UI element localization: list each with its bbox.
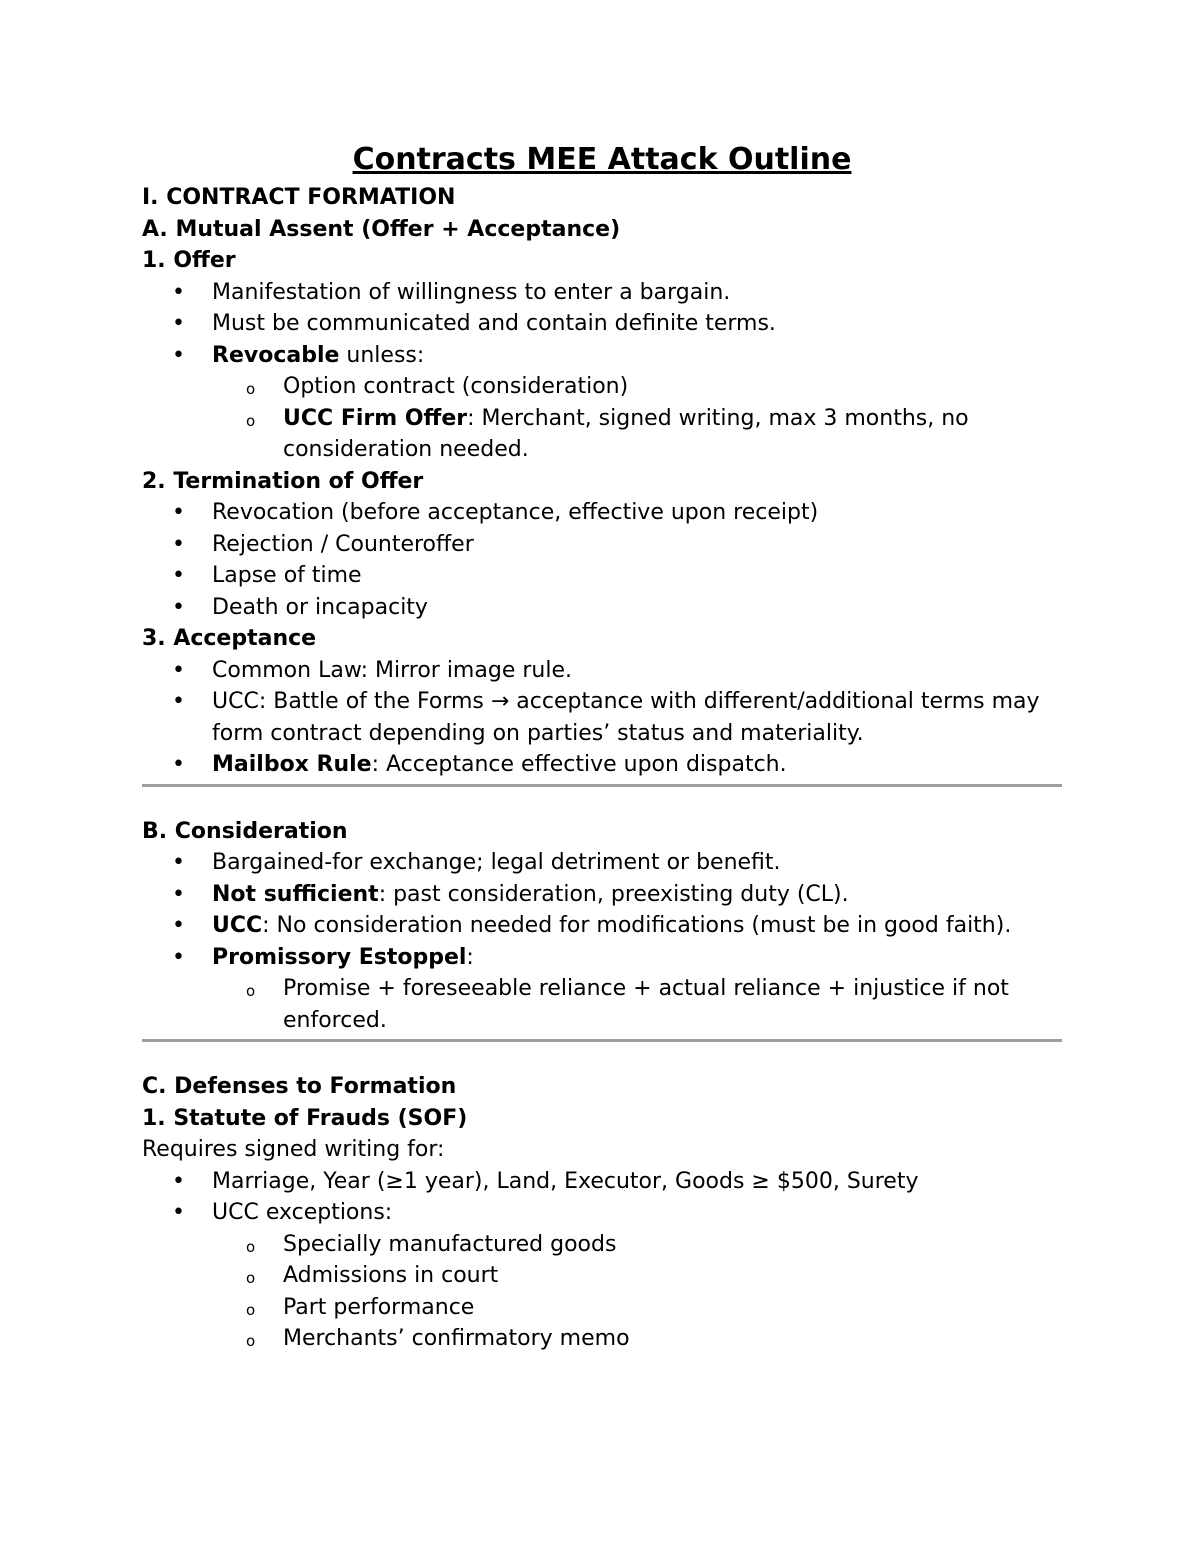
list-item: • UCC: Battle of the Forms → acceptance with different/additional terms may form contract depending on parties’ status and materiality.: [142, 686, 1062, 749]
sub-list-item: o Option contract (consideration): [142, 371, 1062, 403]
sub-list-item: o Specially manufactured goods: [142, 1229, 1062, 1261]
list-item: • Bargained-for exchange; legal detriment or benefit.: [142, 847, 1062, 879]
section-divider: [142, 1039, 1062, 1042]
consideration-list: [142, 847, 1062, 1036]
topic-heading-termination: 2. Termination of Offer: [142, 468, 424, 494]
list-item: • UCC exceptions:: [142, 1197, 1062, 1229]
sof-intro-text: Requires signed writing for:: [142, 1137, 445, 1162]
bold-term: Not sufficient: [212, 881, 379, 907]
item-text: : past consideration, preexisting duty (CL).: [378, 881, 849, 907]
section-heading-contract-formation: I. CONTRACT FORMATION: [142, 185, 456, 210]
topic-heading-statute-of-frauds: 1. Statute of Frauds (SOF): [142, 1105, 468, 1131]
sub-list-item: o Part performance: [142, 1292, 1062, 1324]
list-item: [142, 749, 1062, 781]
list-item: • Manifestation of willingness to enter a bargain.: [142, 277, 1062, 309]
list-item: [142, 910, 1062, 942]
sub-list-item: o Admissions in court: [142, 1260, 1062, 1292]
bold-term: Mailbox Rule: [212, 752, 372, 777]
list-item: • Death or incapacity: [142, 592, 1062, 624]
bold-term: Promissory Estoppel: [212, 944, 467, 970]
document-page: [142, 140, 1062, 1355]
sub-list-item: o Merchants’ confirmatory memo: [142, 1323, 1062, 1355]
sub-list-item: o Promise + foreseeable reliance + actual reliance + injustice if not enforced.: [142, 973, 1062, 1036]
bold-term: UCC: [212, 913, 263, 938]
list-item: [142, 879, 1062, 911]
subsection-heading-consideration: B. Consideration: [142, 818, 348, 844]
list-item: • Marriage, Year (≥1 year), Land, Executor, Goods ≥ $500, Surety: [142, 1166, 1062, 1198]
item-text: : Merchant, signed writing, max 3 months, no consideration needed.: [283, 405, 969, 462]
list-item: • Common Law: Mirror image rule.: [142, 655, 1062, 687]
item-text: :: [466, 944, 474, 970]
acceptance-list: [142, 655, 1062, 781]
topic-heading-offer: 1. Offer: [142, 248, 236, 273]
termination-list: [142, 497, 1062, 623]
list-item: [142, 340, 1062, 372]
list-item: • Lapse of time: [142, 560, 1062, 592]
list-item: • Must be communicated and contain definite terms.: [142, 308, 1062, 340]
list-item: • Rejection / Counteroffer: [142, 529, 1062, 561]
section-divider: [142, 784, 1062, 787]
subsection-heading-mutual-assent: A. Mutual Assent (Offer + Acceptance): [142, 216, 621, 242]
bold-term: UCC Firm Offer: [283, 405, 468, 431]
list-item: [142, 942, 1062, 974]
list-item: • Revocation (before acceptance, effective upon receipt): [142, 497, 1062, 529]
document-title: Contracts MEE Attack Outline: [352, 142, 852, 177]
bold-term: Revocable: [212, 342, 340, 368]
subsection-heading-defenses: C. Defenses to Formation: [142, 1074, 457, 1099]
item-text: : No consideration needed for modifications (must be in good faith).: [262, 913, 1012, 938]
sof-list: [142, 1166, 1062, 1355]
sub-list-item: [142, 403, 1062, 466]
item-text: : Acceptance effective upon dispatch.: [371, 752, 787, 777]
item-text: unless:: [339, 342, 425, 368]
topic-heading-acceptance: 3. Acceptance: [142, 626, 317, 651]
offer-list: [142, 277, 1062, 466]
